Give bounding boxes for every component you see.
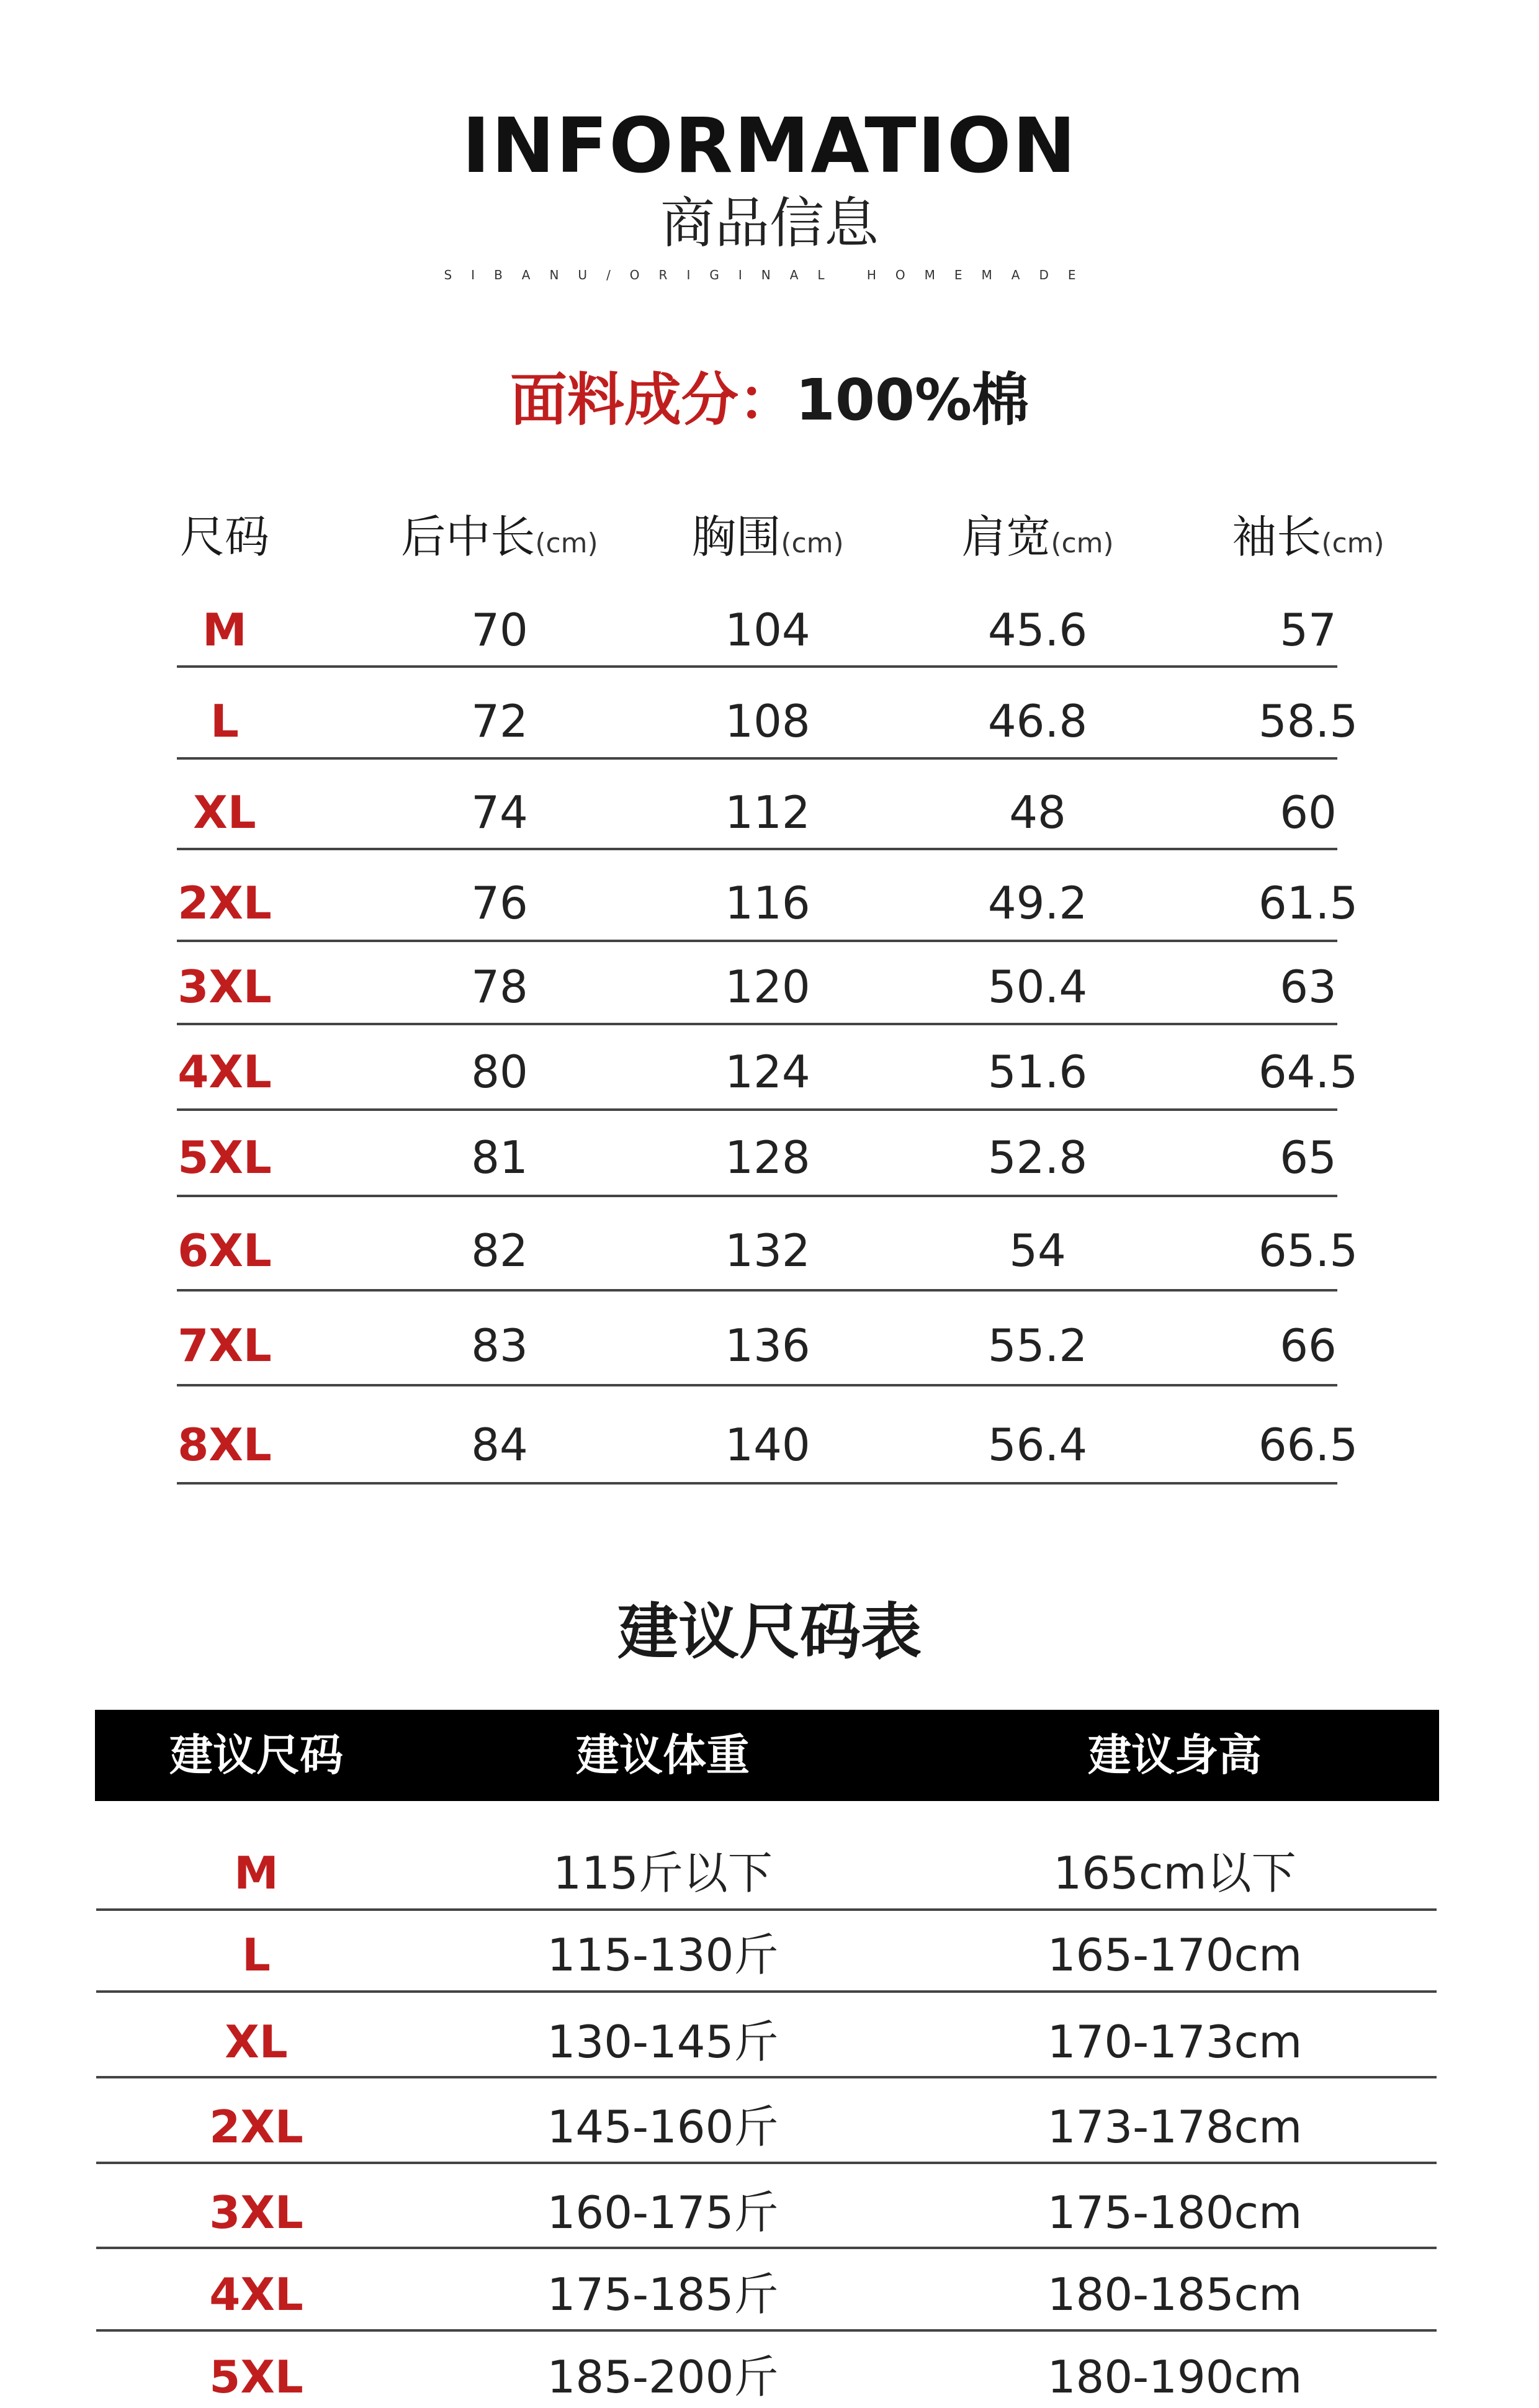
recommend-size-label: 3XL [209,2186,303,2239]
size-label: 7XL [177,1319,272,1372]
recommend-weight: 115-130斤 [547,1929,779,1981]
measurement-value: 60 [1280,786,1337,838]
recommend-size-label: 4XL [209,2268,303,2320]
recommend-height: 170-173cm [1047,2016,1303,2068]
size-label: 4XL [177,1046,272,1098]
size-label: 5XL [177,1131,272,1184]
measurement-value: 84 [471,1419,528,1471]
fabric-value: 100%棉 [795,367,1030,433]
brand-tagline: SIBANU/ORIGINAL HOMEMADE [444,267,1095,282]
row-divider [177,1108,1337,1111]
column-header-name: 后中长 [401,511,536,563]
measurement-value: 54 [1009,1224,1066,1277]
measurement-value: 81 [471,1131,528,1184]
recommend-height: 165-170cm [1047,1929,1303,1981]
measurement-value: 74 [471,786,528,838]
row-divider [177,1289,1337,1292]
row-divider [177,940,1337,942]
recommend-size-label: XL [225,2016,288,2068]
measurement-value: 128 [725,1131,810,1184]
measurement-value: 65 [1280,1131,1337,1184]
measurement-value: 48 [1009,786,1066,838]
size-label: 8XL [177,1419,272,1471]
recommend-height: 180-185cm [1047,2268,1303,2320]
size-label: XL [193,786,256,838]
recommend-column-header: 建议尺码 [169,1730,343,1781]
measurement-value: 112 [725,786,810,838]
recommend-height: 173-178cm [1047,2101,1303,2153]
column-header-unit: (cm) [535,528,598,559]
measurement-value: 55.2 [987,1319,1088,1372]
recommend-title: 建议尺码表 [617,1597,922,1668]
fabric-label: 面料成分： [509,367,796,433]
recommend-row-divider [96,1908,1437,1911]
recommend-size-label: 5XL [209,2351,303,2403]
recommend-weight: 160-175斤 [547,2186,779,2239]
measurement-value: 49.2 [987,877,1088,929]
measurement-value: 66 [1280,1319,1337,1372]
measurement-value: 72 [471,695,528,747]
page-title: INFORMATION [462,102,1077,190]
measurement-value: 108 [725,695,810,747]
measurement-value: 120 [725,961,810,1013]
recommend-size-label: M [234,1847,279,1899]
measurement-value: 78 [471,961,528,1013]
measurement-value: 50.4 [987,961,1088,1013]
recommend-weight: 175-185斤 [547,2268,779,2320]
recommend-row-divider [96,2076,1437,2078]
recommend-weight: 185-200斤 [547,2351,779,2403]
fabric-composition [0,360,1539,441]
measurement-value: 76 [471,877,528,929]
recommend-height: 175-180cm [1047,2186,1303,2239]
measurement-value: 82 [471,1224,528,1277]
measurement-value: 116 [725,877,810,929]
column-header-name: 尺码 [179,511,269,563]
measurement-value: 52.8 [987,1131,1088,1184]
size-label: 6XL [177,1224,272,1277]
recommend-height: 180-190cm [1047,2351,1303,2403]
measurement-value: 61.5 [1258,877,1358,929]
column-header [644,506,892,568]
recommend-column-header: 建议体重 [576,1730,750,1781]
row-divider [177,757,1337,760]
column-header-unit: (cm) [781,528,844,559]
column-header [1184,506,1432,568]
measurement-value: 70 [471,604,528,656]
recommend-row-divider [96,2162,1437,2164]
measurement-value: 45.6 [987,604,1088,656]
measurement-value: 80 [471,1046,528,1098]
column-header-name: 胸围 [691,511,781,563]
measurement-value: 132 [725,1224,810,1277]
column-header-name: 肩宽 [961,511,1051,563]
measurement-value: 46.8 [987,695,1088,747]
recommend-weight: 130-145斤 [547,2016,779,2068]
measurement-value: 124 [725,1046,810,1098]
row-divider [177,1384,1337,1386]
column-header [375,506,624,568]
measurement-value: 83 [471,1319,528,1372]
column-header [913,506,1162,568]
column-header [101,506,349,568]
size-label: M [202,604,247,656]
recommend-row-divider [96,1990,1437,1993]
recommend-weight: 145-160斤 [547,2101,779,2153]
measurement-value: 64.5 [1258,1046,1358,1098]
measurement-value: 57 [1280,604,1337,656]
measurement-value: 63 [1280,961,1337,1013]
size-label: L [210,695,239,747]
row-divider [177,1482,1337,1485]
recommend-size-label: 2XL [209,2101,303,2153]
column-header-name: 袖长 [1232,511,1322,563]
page-subtitle: 商品信息 [660,191,879,255]
row-divider [177,1023,1337,1025]
recommend-row-divider [96,2247,1437,2249]
measurement-value: 66.5 [1258,1419,1358,1471]
size-label: 2XL [177,877,272,929]
measurement-value: 104 [725,604,810,656]
recommend-height: 165cm以下 [1053,1847,1296,1899]
recommend-weight: 115斤以下 [553,1847,773,1899]
measurement-value: 51.6 [987,1046,1088,1098]
measurement-value: 140 [725,1419,810,1471]
recommend-column-header: 建议身高 [1088,1730,1262,1781]
column-header-unit: (cm) [1051,528,1114,559]
size-label: 3XL [177,961,272,1013]
measurement-value: 56.4 [987,1419,1088,1471]
row-divider [177,1195,1337,1197]
row-divider [177,848,1337,850]
recommend-row-divider [96,2329,1437,2332]
recommend-size-label: L [242,1929,271,1981]
row-divider [177,665,1337,668]
measurement-value: 136 [725,1319,810,1372]
measurement-value: 58.5 [1258,695,1358,747]
measurement-value: 65.5 [1258,1224,1358,1277]
column-header-unit: (cm) [1321,528,1384,559]
